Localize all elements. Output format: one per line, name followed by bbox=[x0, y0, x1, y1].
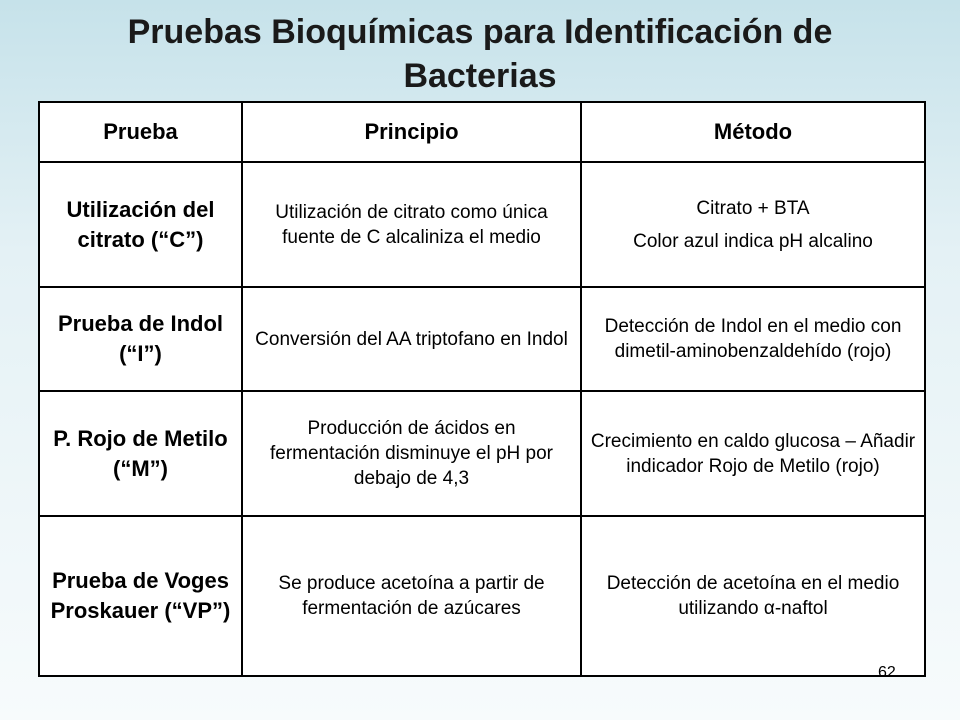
principle-cell: Producción de ácidos en fermentación disminuye el pH por debajo de 4,3 bbox=[242, 391, 581, 516]
method-cell: Crecimiento en caldo glucosa – Añadir indicador Rojo de Metilo (rojo) bbox=[581, 391, 925, 516]
principle-cell: Utilización de citrato como única fuente de C alcaliniza el medio bbox=[242, 162, 581, 287]
test-name-cell: P. Rojo de Metilo (“M”) bbox=[39, 391, 242, 516]
header-metodo: Método bbox=[581, 102, 925, 162]
test-name-cell: Prueba de Voges Proskauer (“VP”) bbox=[39, 516, 242, 676]
principle-cell: Se produce acetoína a partir de fermentación de azúcares bbox=[242, 516, 581, 676]
test-name-cell: Utilización del citrato (“C”) bbox=[39, 162, 242, 287]
header-prueba: Prueba bbox=[39, 102, 242, 162]
method-line: Citrato + BTA bbox=[696, 197, 810, 219]
method-cell: Detección de Indol en el medio con dimetil-aminobenzaldehído (rojo) bbox=[581, 287, 925, 391]
header-principio: Principio bbox=[242, 102, 581, 162]
table-row bbox=[39, 162, 925, 287]
table-row bbox=[39, 391, 925, 516]
slide-number: 62 bbox=[878, 664, 896, 681]
method-cell: Detección de acetoína en el medio utilizando α-naftol bbox=[581, 516, 925, 676]
table-row bbox=[39, 516, 925, 676]
method-line: Color azul indica pH alcalino bbox=[633, 230, 873, 252]
table-row bbox=[39, 287, 925, 391]
biochemical-tests-table bbox=[38, 101, 926, 677]
method-cell bbox=[581, 162, 925, 287]
test-name-cell: Prueba de Indol (“I”) bbox=[39, 287, 242, 391]
principle-cell: Conversión del AA triptofano en Indol bbox=[242, 287, 581, 391]
table-header-row bbox=[39, 102, 925, 162]
slide-title: Pruebas Bioquímicas para Identificación de Bacterias bbox=[127, 13, 833, 95]
